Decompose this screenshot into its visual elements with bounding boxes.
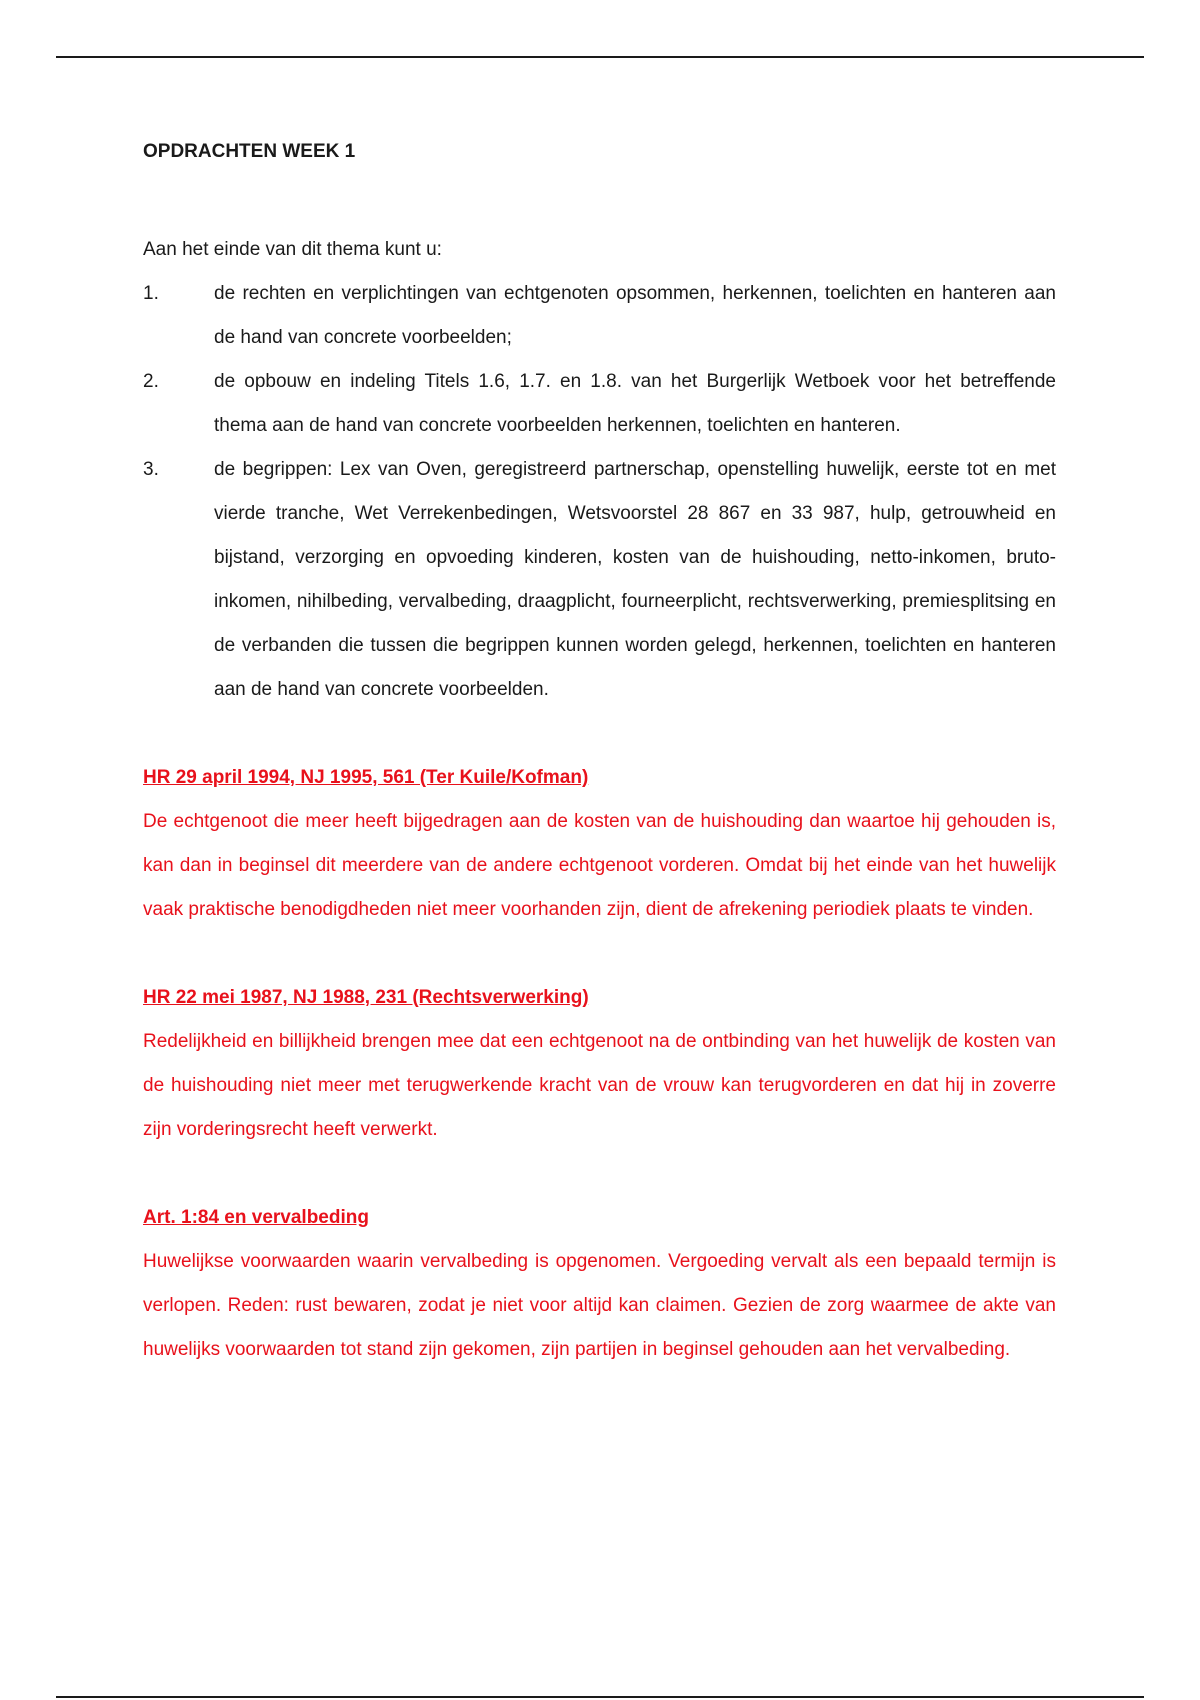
case-heading: HR 29 april 1994, NJ 1995, 561 (Ter Kuile/Kofman) bbox=[143, 767, 589, 788]
top-rule bbox=[56, 56, 1144, 58]
page-title: OPDRACHTEN WEEK 1 bbox=[143, 141, 356, 162]
case-section bbox=[143, 756, 1056, 932]
case-section bbox=[143, 976, 1056, 1152]
objective-item bbox=[143, 272, 1056, 360]
case-body: Huwelijkse voorwaarden waarin vervalbeding is opgenomen. Vergoeding vervalt als een bepaald termijn is verlopen. Reden: rust bewaren, zodat je niet voor altijd kan claimen. Gezien de zorg waarmee de akte van huwelijks voorwaarden tot stand zijn gekomen, zijn partijen in beginsel gehouden aan het vervalbeding. bbox=[143, 1251, 1056, 1360]
objective-number: 3. bbox=[143, 459, 159, 480]
objective-text: de opbouw en indeling Titels 1.6, 1.7. en 1.8. van het Burgerlijk Wetboek voor het betreffende thema aan de hand van concrete voorbeelden herkennen, toelichten en hanteren. bbox=[214, 371, 1056, 436]
objective-item bbox=[143, 448, 1056, 712]
case-heading: Art. 1:84 en vervalbeding bbox=[143, 1207, 369, 1228]
objective-number: 1. bbox=[143, 283, 159, 304]
intro-text: Aan het einde van dit thema kunt u: bbox=[143, 239, 442, 260]
case-body: De echtgenoot die meer heeft bijgedragen aan de kosten van de huishouding dan waartoe hij gehouden is, kan dan in beginsel dit meerdere van de andere echtgenoot vorderen. Omdat bij het einde van het huwelijk vaak praktische benodigdheden niet meer voorhanden zijn, dient de afrekening periodiek plaats te vinden. bbox=[143, 811, 1056, 920]
objective-item bbox=[143, 360, 1056, 448]
objective-text: de begrippen: Lex van Oven, geregistreerd partnerschap, openstelling huwelijk, eerste tot en met vierde tranche, Wet Verrekenbedingen, Wetsvoorstel 28 867 en 33 987, hulp, getrouwheid en bijstand, verzorging en opvoeding kinderen, kosten van de huishouding, netto-inkomen, bruto-inkomen, nihilbeding, vervalbeding, draagplicht, fourneerplicht, rechtsverwerking, premiesplitsing en de verbanden die tussen die begrippen kunnen worden gelegd, herkennen, toelichten en hanteren aan de hand van concrete voorbeelden. bbox=[214, 459, 1056, 700]
objective-number: 2. bbox=[143, 371, 159, 392]
objective-text: de rechten en verplichtingen van echtgenoten opsommen, herkennen, toelichten en hanteren aan de hand van concrete voorbeelden; bbox=[214, 283, 1056, 348]
case-body: Redelijkheid en billijkheid brengen mee dat een echtgenoot na de ontbinding van het huwelijk de kosten van de huishouding niet meer met terugwerkende kracht van de vrouw kan terugvorderen en dat hij in zoverre zijn vorderingsrecht heeft verwerkt. bbox=[143, 1031, 1056, 1140]
case-section bbox=[143, 1196, 1056, 1372]
bottom-rule bbox=[56, 1696, 1144, 1698]
case-heading: HR 22 mei 1987, NJ 1988, 231 (Rechtsverwerking) bbox=[143, 987, 589, 1008]
objectives-list bbox=[143, 272, 1056, 712]
document-content bbox=[143, 140, 1056, 1372]
